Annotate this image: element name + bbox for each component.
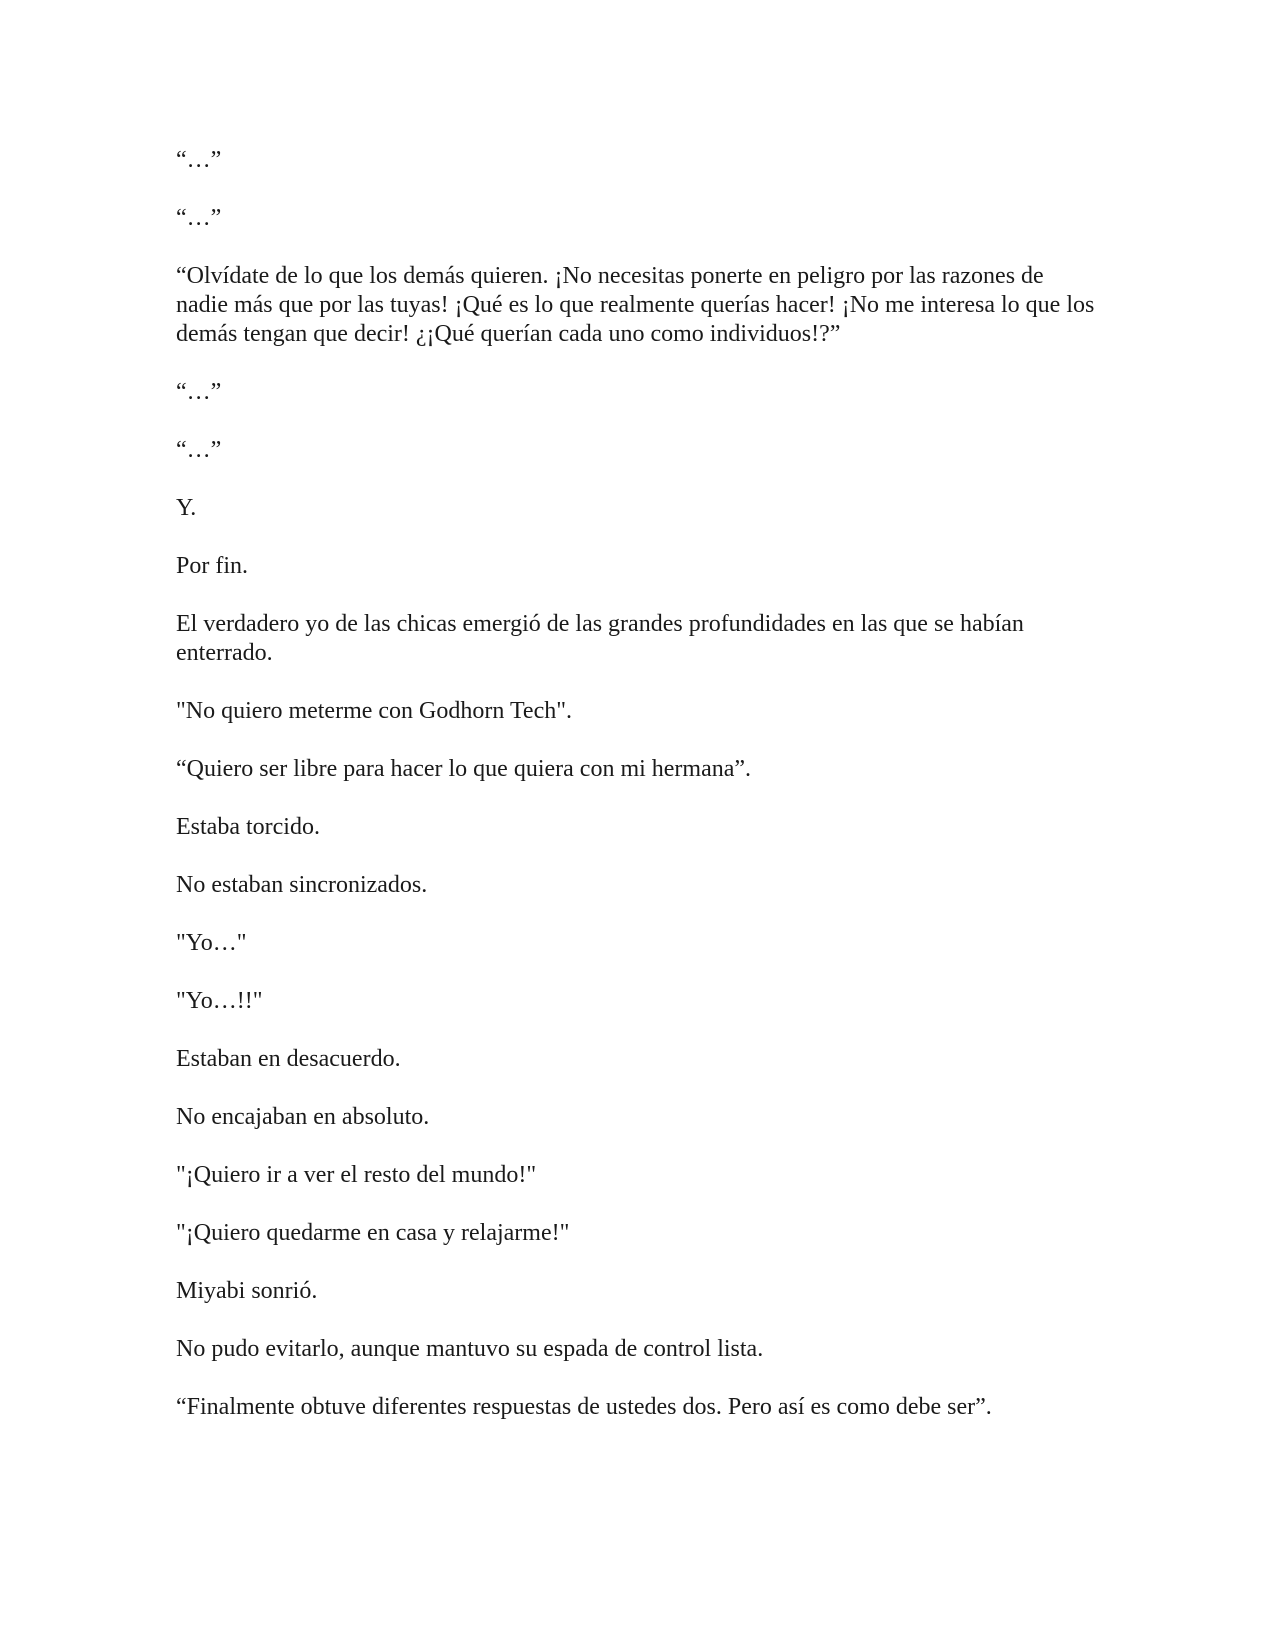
paragraph: “Quiero ser libre para hacer lo que quiera con mi hermana”. <box>176 756 752 782</box>
paragraph: "¡Quiero ir a ver el resto del mundo!" <box>176 1162 537 1188</box>
paragraph: "Yo…!!" <box>176 988 263 1014</box>
paragraph: Miyabi sonrió. <box>176 1278 318 1304</box>
paragraph: “…” <box>176 205 222 231</box>
paragraph: “Finalmente obtuve diferentes respuestas de ustedes dos. Pero así es como debe ser”. <box>176 1394 992 1420</box>
paragraph: “…” <box>176 147 222 173</box>
paragraph: Y. <box>176 495 197 521</box>
paragraph: No estaban sincronizados. <box>176 872 428 898</box>
paragraph: No encajaban en absoluto. <box>176 1104 430 1130</box>
document-body <box>176 146 1096 1451</box>
paragraph: Estaba torcido. <box>176 814 320 840</box>
paragraph: No pudo evitarlo, aunque mantuvo su espada de control lista. <box>176 1336 764 1362</box>
paragraph: “…” <box>176 437 222 463</box>
paragraph: El verdadero yo de las chicas emergió de las grandes profundidades en las que se habían enterrado. <box>176 611 1024 666</box>
paragraph: “…” <box>176 379 222 405</box>
paragraph: Por fin. <box>176 553 248 579</box>
paragraph: "¡Quiero quedarme en casa y relajarme!" <box>176 1220 570 1246</box>
paragraph: Estaban en desacuerdo. <box>176 1046 401 1072</box>
paragraph: “Olvídate de lo que los demás quieren. ¡No necesitas ponerte en peligro por las razones de nadie más que por las tuyas! ¡Qué es lo que realmente querías hacer! ¡No me interesa lo que los demás tengan que decir! ¿¡Qué querían cada uno como individuos!?” <box>176 263 1095 347</box>
paragraph: "No quiero meterme con Godhorn Tech". <box>176 698 573 724</box>
paragraph: "Yo…" <box>176 930 247 956</box>
